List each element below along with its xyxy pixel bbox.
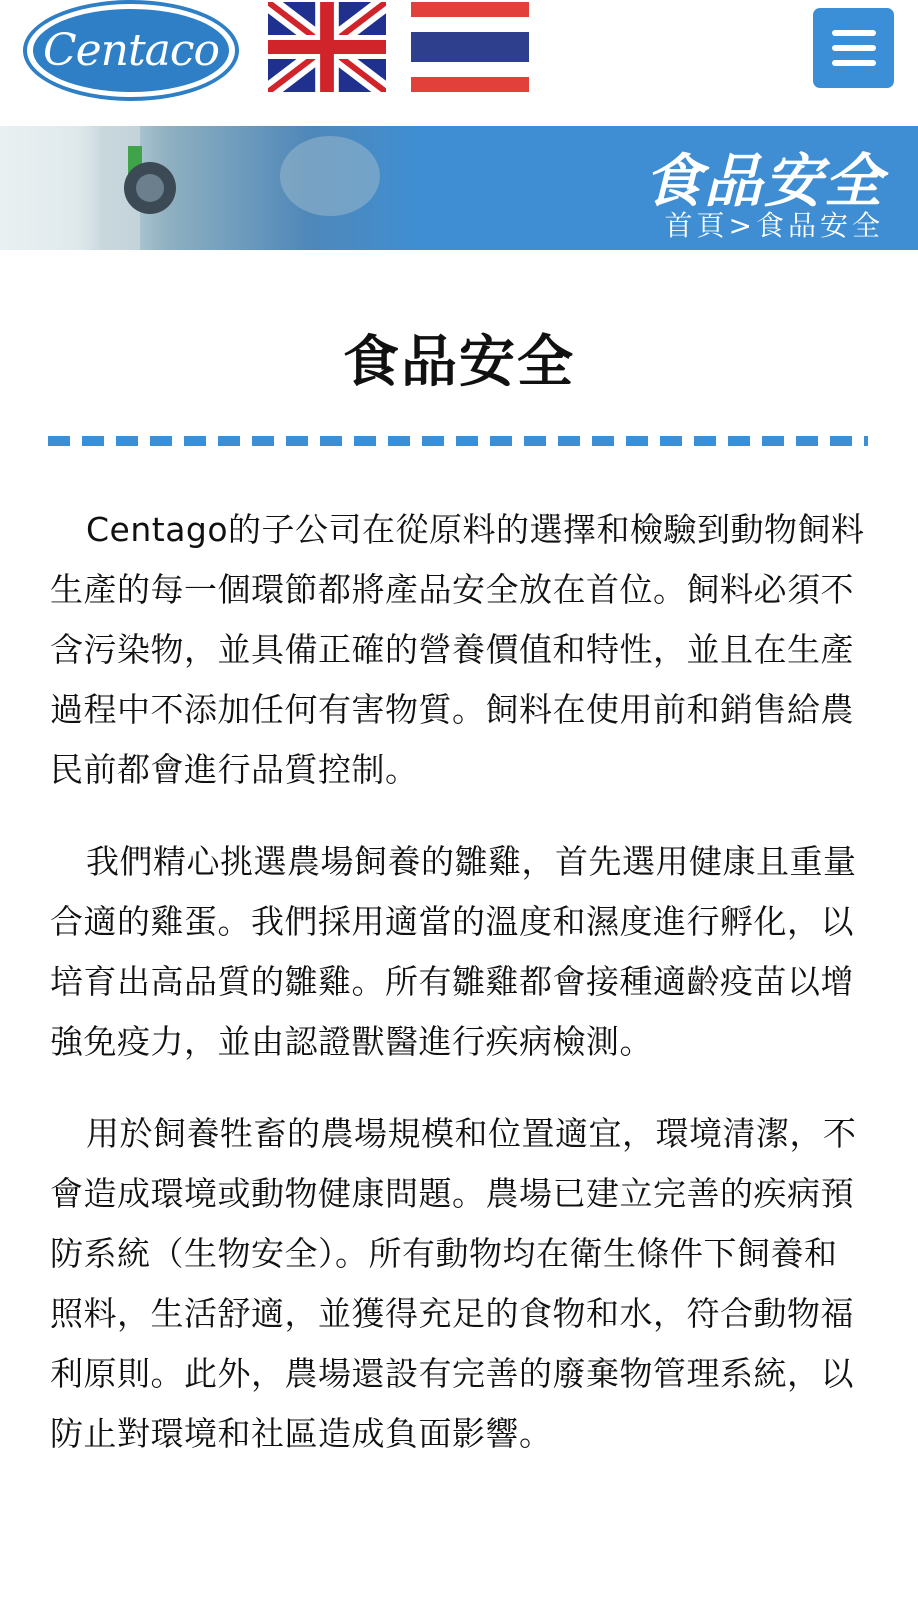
hamburger-menu-icon[interactable] bbox=[813, 8, 894, 88]
uk-flag-icon[interactable] bbox=[268, 2, 386, 92]
top-bar bbox=[0, 0, 918, 126]
dashed-divider bbox=[48, 436, 868, 446]
article-content bbox=[50, 500, 865, 1496]
thailand-flag-icon[interactable] bbox=[411, 2, 529, 92]
banner-image bbox=[0, 126, 560, 250]
page-title: 食品安全 bbox=[343, 330, 575, 395]
breadcrumb[interactable]: 首頁>食品安全 bbox=[664, 209, 884, 242]
paragraph: 我們精心挑選農場飼養的雛雞，首先選用健康且重量合適的雞蛋。我們採用適當的溫度和濕度進行孵化，以培育出高品質的雛雞。所有雛雞都會接種適齡疫苗以增強免疫力，並由認證獸醫進行疾病檢測。 bbox=[50, 842, 857, 1061]
menu-line bbox=[832, 30, 876, 36]
paragraph: 用於飼養牲畜的農場規模和位置適宜，環境清潔，不會造成環境或動物健康問題。農場已建立完善的疾病預防系統（生物安全）。所有動物均在衛生條件下飼養和照料，生活舒適，並獲得充足的食物和水，符合動物福利原則。此外，農場還設有完善的廢棄物管理系統，以防止對環境和社區造成負面影響。 bbox=[50, 1114, 857, 1453]
menu-line bbox=[832, 45, 876, 51]
banner-photo bbox=[0, 126, 560, 250]
logo-wordmark: Centaco bbox=[33, 9, 229, 92]
centaco-logo[interactable] bbox=[23, 0, 239, 101]
menu-line bbox=[832, 60, 876, 66]
paragraph: Centago的子公司在從原料的選擇和檢驗到動物飼料生產的每一個環節都將產品安全放在首位。飼料必須不含污染物，並具備正確的營養價值和特性，並且在生產過程中不添加任何有害物質。飼料在使用前和銷售給農民前都會進行品質控制。 bbox=[50, 510, 865, 789]
page-banner bbox=[0, 126, 918, 250]
banner-title: 食品安全 bbox=[643, 147, 884, 215]
